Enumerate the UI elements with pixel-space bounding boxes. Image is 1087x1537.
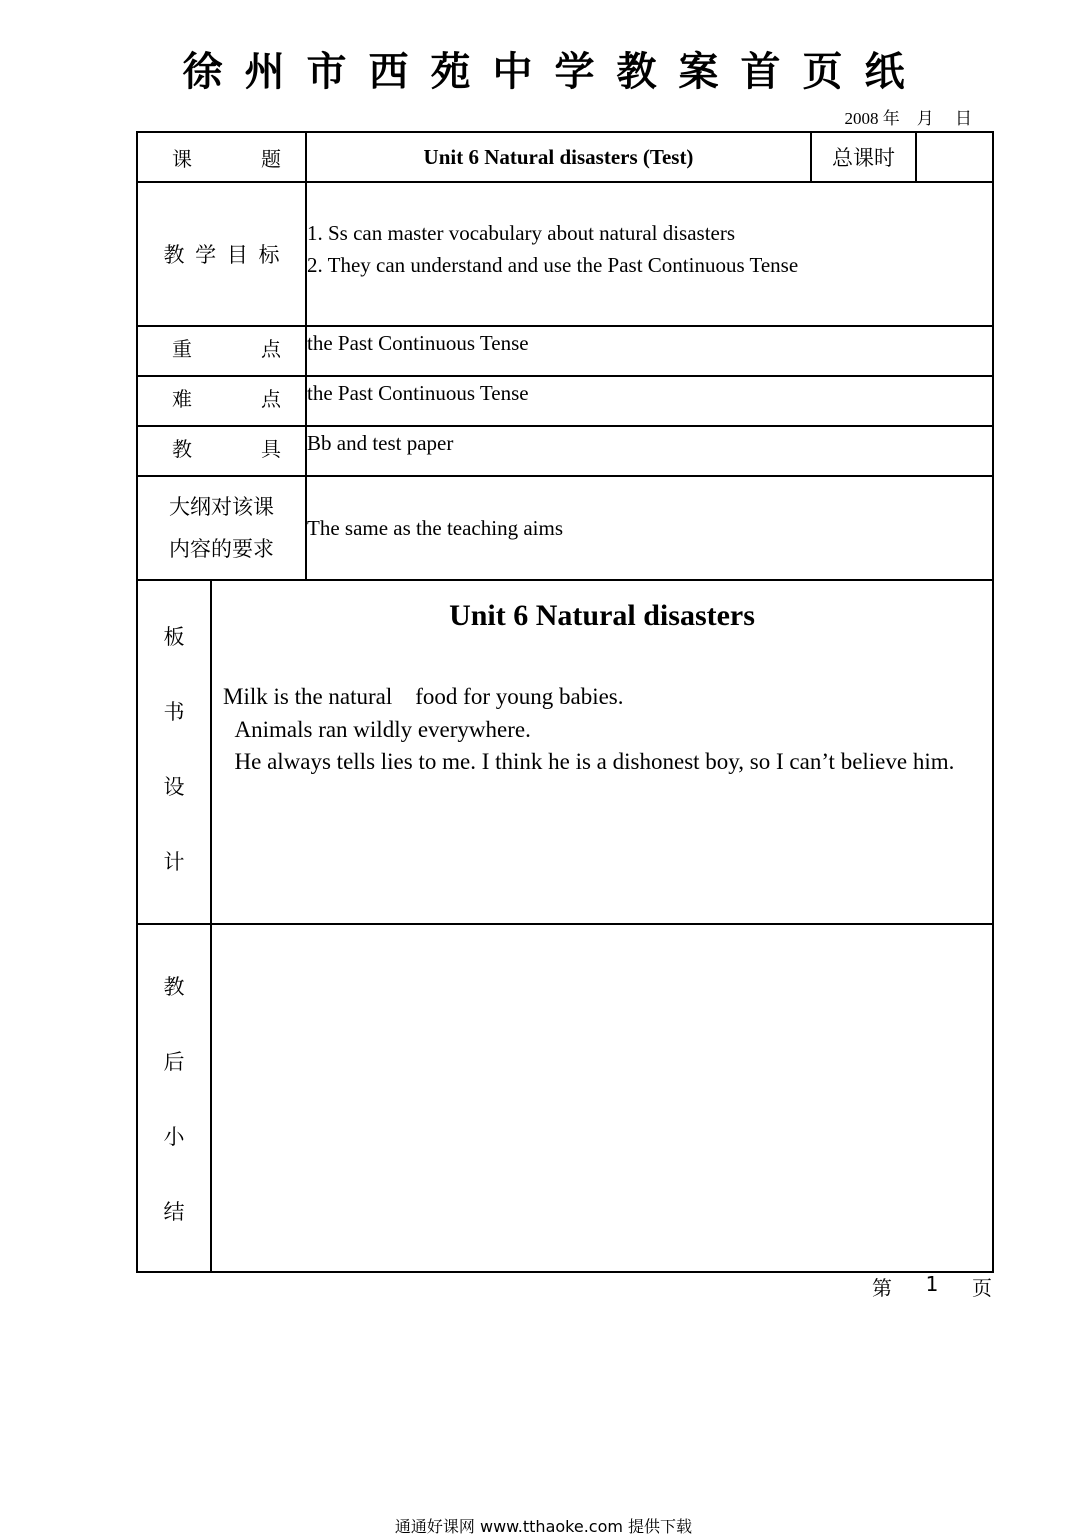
key-point-value: the Past Continuous Tense <box>306 326 993 376</box>
syllabus-label-line: 内容的要求 <box>169 537 274 561</box>
topic-value: Unit 6 Natural disasters (Test) <box>306 132 811 182</box>
aims-row <box>137 182 993 326</box>
aim-line: 2. They can understand and use the Past Continuous Tense <box>307 253 799 277</box>
teaching-aids-row <box>137 426 993 476</box>
aims-label: 教 学 目 标 <box>137 182 306 326</box>
total-hours-label: 总课时 <box>811 132 916 182</box>
reflection-content <box>211 924 993 1272</box>
key-point-label-char: 点 <box>261 337 281 361</box>
page-number <box>872 1272 992 1301</box>
board-design-label <box>137 580 211 924</box>
reflection-row <box>137 924 993 1272</box>
key-point-label-char: 重 <box>172 337 192 361</box>
board-design-content <box>211 580 993 924</box>
board-line: Milk is the natural food for young babies. <box>223 684 624 709</box>
document-title: 徐州市西苑中学教案首页纸 <box>182 48 927 95</box>
reflection-label <box>137 924 211 1272</box>
reflection-label-char: 教 <box>163 975 185 999</box>
board-label-char: 计 <box>163 850 185 874</box>
board-design-row <box>137 580 993 924</box>
difficult-point-value: the Past Continuous Tense <box>306 376 993 426</box>
difficult-point-label-char: 点 <box>261 387 281 411</box>
syllabus-label-line: 大纲对该课 <box>169 495 274 519</box>
board-label-char: 书 <box>163 700 185 724</box>
teaching-aids-label-char: 教 <box>172 437 192 461</box>
difficult-point-row <box>137 376 993 426</box>
difficult-point-label-char: 难 <box>172 387 192 411</box>
board-title: Unit 6 Natural disasters <box>449 599 755 632</box>
reflection-label-char: 后 <box>163 1050 185 1074</box>
reflection-label-char: 结 <box>163 1200 185 1224</box>
topic-label-cell <box>137 132 306 182</box>
board-lines <box>212 681 992 779</box>
topic-label-char: 课 <box>172 146 192 171</box>
total-hours-value <box>916 132 993 182</box>
topic-row <box>137 132 993 182</box>
teaching-aids-value: Bb and test paper <box>306 426 993 476</box>
aim-line: 1. Ss can master vocabulary about natural disasters <box>307 221 736 245</box>
page-suffix: 页 <box>971 1276 992 1300</box>
difficult-point-label-cell <box>137 376 306 426</box>
key-point-label-cell <box>137 326 306 376</box>
board-label-char: 板 <box>163 625 185 649</box>
board-line: Animals ran wildly everywhere. <box>223 716 531 742</box>
key-point-row <box>137 326 993 376</box>
syllabus-value: The same as the teaching aims <box>306 476 993 580</box>
page-prefix: 第 <box>872 1276 892 1300</box>
teaching-aids-label-cell <box>137 426 306 476</box>
syllabus-label <box>137 476 306 580</box>
board-line: He always tells lies to me. I think he is a dishonest boy, so I can’t believe him. <box>223 749 955 774</box>
board-label-char: 设 <box>163 775 185 799</box>
syllabus-row <box>137 476 993 580</box>
reflection-label-char: 小 <box>163 1125 185 1149</box>
page-value: 1 <box>925 1272 939 1296</box>
lesson-plan-table <box>136 131 994 1273</box>
teaching-aids-label-char: 具 <box>261 437 281 461</box>
footer-credit: 通通好课网 www.tthaoke.com 提供下载 <box>394 1517 693 1536</box>
aims-content <box>306 182 993 326</box>
topic-label-char: 题 <box>261 146 281 171</box>
date-line: 2008 年 月 日 <box>844 109 972 128</box>
